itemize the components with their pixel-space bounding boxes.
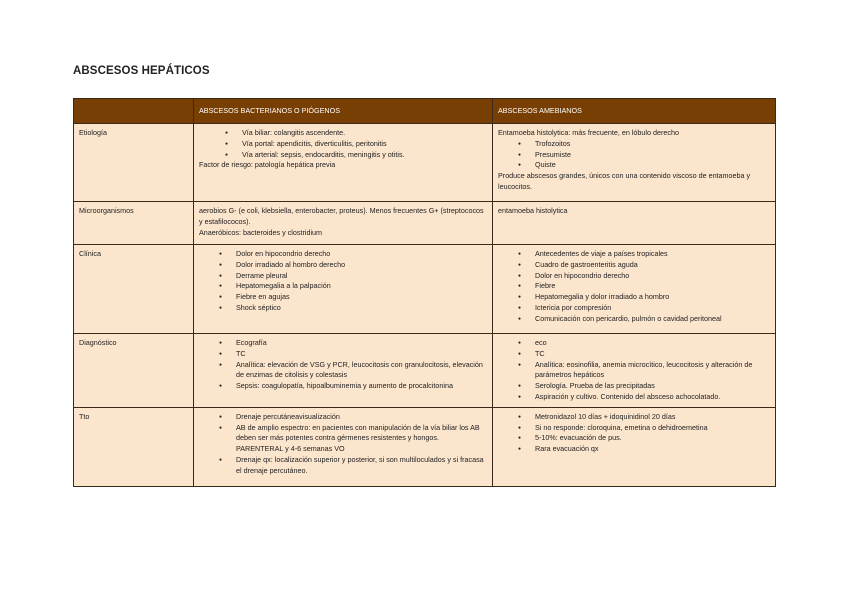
cell-bacterial-diagnostico (194, 334, 493, 408)
bullet-list (199, 412, 487, 477)
list-item: ● Hepatomegalia y dolor irradiado a hombro (535, 292, 770, 303)
list-item: ● Fiebre (535, 281, 770, 292)
cell-text: Produce abscesos grandes, únicos con una contenido viscoso de entamoeba y leucocitos. (498, 171, 751, 191)
list-item: ● Vía arterial: sepsis, endocarditis, meningitis y otitis. (242, 150, 487, 161)
cell-bacterial-clinica (194, 245, 493, 334)
list-item: ● Drenaje qx: localización superior y posterior, si son multiloculados y si fracasa el drenaje percutáneo. (236, 455, 487, 477)
list-item: ● Shock séptico (236, 303, 487, 314)
table-row (74, 334, 776, 408)
row-label-tto: Tto (74, 407, 194, 486)
list-item: ● Comunicación con pericardio, pulmón o cavidad peritoneal (535, 314, 770, 325)
list-item: ● Rara evacuación qx (535, 444, 770, 455)
bullet-list (498, 412, 770, 455)
list-item: ● Si no responde: cloroquina, emetina o dehidroemetina (535, 423, 770, 434)
list-item: ● Analítica: eosinofilia, anemia microcítico, leucocitosis y alteración de parámetros hepáticos (535, 360, 770, 382)
list-item: ● Hepatomegalia a la palpación (236, 281, 487, 292)
row-label-microorganismos: Microorganismos (74, 202, 194, 245)
cell-amebic-diagnostico (493, 334, 776, 408)
cell-text: entamoeba histolytica (498, 206, 568, 215)
list-item: ● Dolor en hipocondrio derecho (236, 249, 487, 260)
header-bacterial: ABSCESOS BACTERIANOS O PIÓGENOS (194, 99, 493, 124)
bullet-list (199, 249, 487, 314)
table-row (74, 124, 776, 202)
list-item: ● Ecografía (236, 338, 487, 349)
list-item: ● Metronidazol 10 días + idoquinidinol 20 días (535, 412, 770, 423)
list-item: ● Analítica: elevación de VSG y PCR, leucocitosis con granulocitosis, elevación de enzimas de citolisis y colestasis (236, 360, 487, 382)
row-label-clinica: Clínica (74, 245, 194, 334)
list-item: ● Antecedentes de viaje a países tropicales (535, 249, 770, 260)
bullet-list (199, 128, 487, 160)
list-item: ● Fiebre en agujas (236, 292, 487, 303)
list-item: ● 5-10%: evacuación de pus. (535, 433, 770, 444)
page-title: ABSCESOS HEPÁTICOS (73, 65, 210, 77)
cell-text: aerobios G- (e coli, klebsiella, enterobacter, proteus). Menos frecuentes G+ (streptococos y estafilococos). (199, 206, 484, 226)
list-item: ● Sepsis: coagulopatía, hipoalbuminemia y aumento de procalcitonina (236, 381, 487, 392)
header-amebic: ABSCESOS AMEBIANOS (493, 99, 776, 124)
list-item: ● Aspiración y cultivo. Contenido del absceso achocolatado. (535, 392, 770, 403)
list-item: ● Cuadro de gastroenteritis aguda (535, 260, 770, 271)
list-item: ● TC (236, 349, 487, 360)
list-item: ● Ictericia por compresión (535, 303, 770, 314)
list-item: ● Vía biliar: colangitis ascendente. (242, 128, 487, 139)
list-item: ● TC (535, 349, 770, 360)
abscess-comparison-table (73, 98, 776, 487)
cell-bacterial-tto (194, 407, 493, 486)
bullet-list (498, 338, 770, 403)
bullet-list (498, 139, 770, 171)
list-item: ● Vía portal: apendicitis, diverticulitis, peritonitis (242, 139, 487, 150)
bullet-list (199, 338, 487, 392)
list-item: ● Dolor irradiado al hombro derecho (236, 260, 487, 271)
bullet-list (498, 249, 770, 325)
cell-amebic-tto (493, 407, 776, 486)
header-empty-cell (74, 99, 194, 124)
row-label-etiologia: Etiología (74, 124, 194, 202)
table-row (74, 245, 776, 334)
list-item: ● AB de amplio espectro: en pacientes con manipulación de la vía biliar los AB deben ser más potentes contra gérmenes resistentes y hongos. PARENTERAL y 4-6 semanas VO (236, 423, 487, 455)
table-row (74, 202, 776, 245)
cell-amebic-etiologia (493, 124, 776, 202)
cell-text: Factor de riesgo: patología hepática previa (199, 160, 336, 170)
list-item: ● Trofozoitos (535, 139, 770, 150)
cell-text: Anaeróbicos: bacteroides y clostridium (199, 227, 323, 237)
row-label-diagnostico: Diagnóstico (74, 334, 194, 408)
cell-text: Entamoeba histolytica: más frecuente, en lóbulo derecho (498, 128, 679, 137)
cell-bacterial-microorganismos (194, 202, 493, 245)
list-item: ● Derrame pleural (236, 271, 487, 282)
cell-amebic-clinica (493, 245, 776, 334)
list-item: ● Serología. Prueba de las precipitadas (535, 381, 770, 392)
list-item: ● Drenaje percutáneavisualización (236, 412, 487, 423)
list-item: ● Quiste (535, 160, 770, 171)
cell-amebic-microorganismos (493, 202, 776, 245)
table-row (74, 407, 776, 486)
list-item: ● Presumiste (535, 150, 770, 161)
table-header-row (74, 99, 776, 124)
list-item: ● eco (535, 338, 770, 349)
cell-bacterial-etiologia (194, 124, 493, 202)
list-item: ● Dolor en hipocondrio derecho (535, 271, 770, 282)
